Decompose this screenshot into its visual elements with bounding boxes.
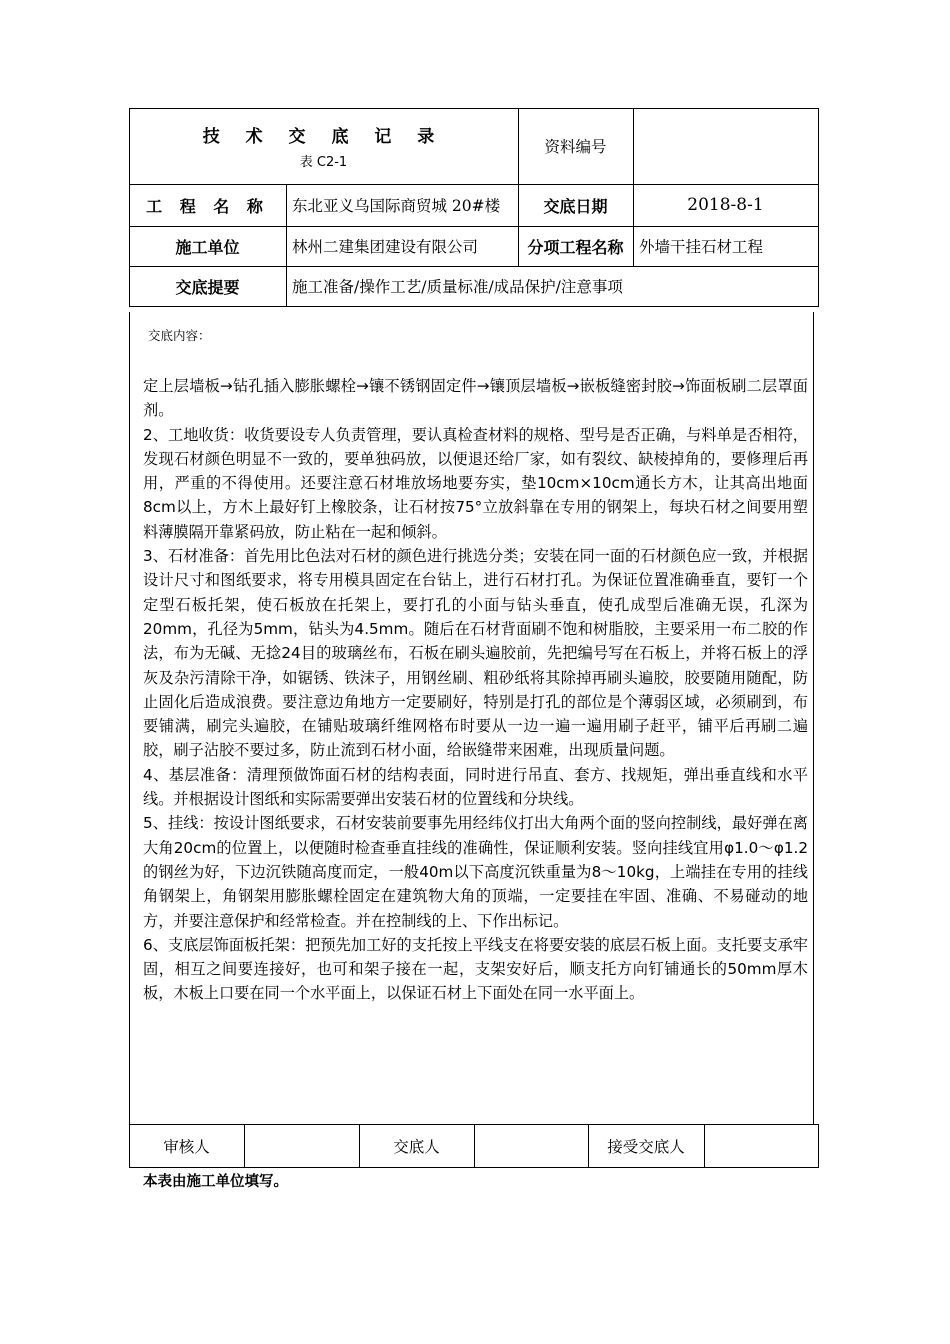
content-paragraph: 定上层墙板→钻孔插入膨胀螺栓→镶不锈钢固定件→镶顶层墙板→嵌板缝密封胶→饰面板刷二层罩面剂。 xyxy=(143,377,808,420)
footer-rule xyxy=(818,1124,819,1167)
form-number: 表 C2-1 xyxy=(299,155,348,170)
project-name-label: 工 程 名 称 xyxy=(146,196,269,216)
date-value: 2018-8-1 xyxy=(687,195,764,215)
footer-rule xyxy=(129,1167,819,1168)
summary-value: 施工准备/操作工艺/质量标准/成品保护/注意事项 xyxy=(292,278,623,296)
receiver-value xyxy=(704,1124,818,1167)
reviewer-label: 审核人 xyxy=(163,1137,210,1156)
discloser-value xyxy=(474,1124,588,1167)
sub-project-value: 外墙干挂石材工程 xyxy=(639,238,764,256)
receiver-label: 接受交底人 xyxy=(607,1137,685,1156)
content-body xyxy=(143,374,808,1006)
content-paragraph: 5、挂线：按设计图纸要求，石材安装前要事先用经纬仪打出大角两个面的竖向控制线，最好弹在离大角20cm的位置上，以便随时检查垂直挂线的准确性，保证顺利安装。竖向挂线宜用φ1.0～φ1.2的钢丝为好，下边沉铁随高度而定，一般40m以下高度沉铁重量为8～10kg，上端挂在专用的挂线角钢架上，角钢架用膨胀螺栓固定在建筑物大角的顶端，一定要挂在牢固、准确、不易碰动的地方，并要注意保护和经常检查。并在控制线的上、下作出标记。 xyxy=(143,814,808,930)
reviewer-value xyxy=(244,1124,359,1167)
construction-unit-value: 林州二建集团建设有限公司 xyxy=(292,238,479,256)
content-intro-label: 交底内容： xyxy=(148,328,211,343)
project-name-value: 东北亚义乌国际商贸城 20#楼 xyxy=(292,197,501,215)
content-paragraph: 2、工地收货：收货要设专人负责管理，要认真检查材料的规格、型号是否正确，与料单是否相符，发现石材颜色明显不一致的，要单独码放，以便退还给厂家，如有裂纹、缺棱掉角的，要修理后再用，严重的不得使用。还要注意石材堆放场地要夯实，垫10cm×10cm通长方木，让其高出地面8cm以上，方木上最好钉上橡胶条，让石材按75°立放斜靠在专用的钢架上，每块石材之间要用塑料薄膜隔开靠紧码放，防止粘在一起和倾斜。 xyxy=(143,425,808,541)
construction-unit-label: 施工单位 xyxy=(175,237,240,257)
content-paragraph: 6、支底层饰面板托架：把预先加工好的支托按上平线支在将要安装的底层石板上面。支托要支承牢固，相互之间要连接好，也可和架子接在一起，支架安好后，顺支托方向钉铺通长的50mm厚木板，木板上口要在同一个水平面上，以保证石材上下面处在同一水平面上。 xyxy=(143,935,808,1003)
footer-note: 本表由施工单位填写。 xyxy=(143,1174,288,1190)
discloser-label: 交底人 xyxy=(393,1137,440,1156)
doc-number-value xyxy=(633,108,818,184)
table-border-right xyxy=(818,108,819,306)
content-paragraph: 4、基层准备：清理预做饰面石材的结构表面，同时进行吊直、套方、找规矩，弹出垂直线和水平线。并根据设计图纸和实际需要弹出安装石材的位置线和分块线。 xyxy=(143,765,808,809)
document-title: 技 术 交 底 记 录 xyxy=(202,127,445,147)
summary-label: 交底提要 xyxy=(175,277,240,297)
content-border-left xyxy=(129,312,130,1124)
title-cell xyxy=(129,108,518,184)
table-rule xyxy=(129,306,819,307)
content-border-right xyxy=(813,312,814,1124)
date-label: 交底日期 xyxy=(543,196,608,216)
doc-number-label: 资料编号 xyxy=(544,138,607,156)
content-paragraph: 3、石材准备：首先用比色法对石材的颜色进行挑选分类；安装在同一面的石材颜色应一致，并根据设计尺寸和图纸要求，将专用模具固定在台钻上，进行石材打孔。为保证位置准确垂直，要钉一个定型石板托架，使石板放在托架上，要打孔的小面与钻头垂直，使孔成型后准确无误，孔深为20mm，孔径为5mm，钻头为4.5mm。随后在石材背面刷不饱和树脂胶，主要采用一布二胶的作法，布为无碱、无捻24目的玻璃丝布，石板在刷头遍胶前，先把编号写在石板上，并将石板上的浮灰及杂污清除干净，如锯锈、铁沫子，用钢丝刷、粗砂纸将其除掉再刷头遍胶，胶要随用随配，防止固化后造成浪费。要注意边角地方一定要刷好，特别是打孔的部位是个薄弱区域，必须刷到，布要铺满，刷完头遍胶，在铺贴玻璃纤维网格布时要从一边一遍一遍用刷子赶平，铺平后再刷二遍胶，刷子沾胶不要过多，防止流到石材小面，给嵌缝带来困难，出现质量问题。 xyxy=(143,547,808,760)
sub-project-label: 分项工程名称 xyxy=(527,237,624,257)
